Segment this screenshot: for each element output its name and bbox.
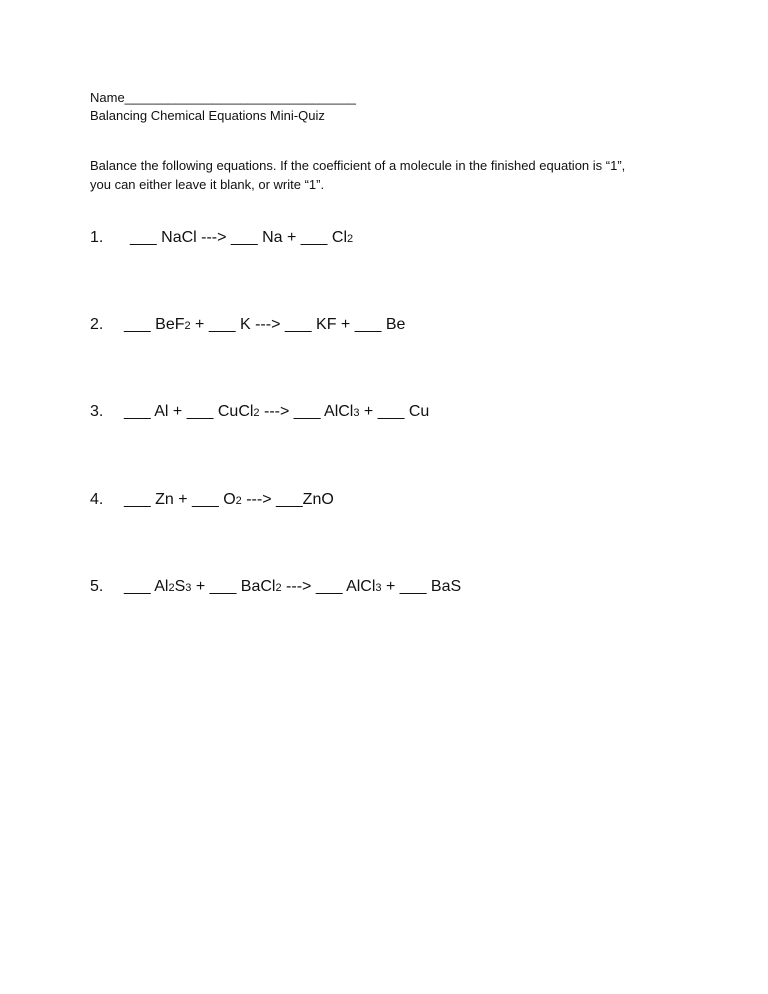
equation-text: ---> ___ AlCl [259,403,354,420]
problem-3 [90,402,429,423]
problem-number: 1. [90,229,104,246]
equation-text: + ___ BaS [381,578,462,595]
problem-4 [90,490,334,511]
problem-equation [124,403,429,420]
equation-text: ___ Al [124,578,169,595]
equation-text: S [174,578,186,595]
subscript: 2 [235,495,242,507]
problem-1 [90,228,353,249]
equation-text: ---> ___ AlCl [281,578,376,595]
problem-number: 4. [90,491,104,508]
problem-equation [124,316,405,333]
subscript: 2 [275,582,282,594]
subscript: 2 [253,407,260,419]
equation-text: ___ Zn + ___ O [124,491,236,508]
subscript: 2 [347,233,354,245]
subscript: 3 [353,407,360,419]
equation-text: ---> ___ZnO [241,491,334,508]
equation-text: ___ BeF [124,316,185,333]
equation-text: + ___ Cu [359,403,430,420]
equation-text: ___ NaCl ---> ___ Na + ___ Cl [130,229,347,246]
problem-5 [90,577,461,598]
subscript: 3 [375,582,382,594]
subscript: 2 [168,582,175,594]
equation-text: + ___ K ---> ___ KF + ___ Be [190,316,406,333]
problem-number: 5. [90,578,104,595]
equation-text: + ___ BaCl [191,578,276,595]
subscript: 3 [185,582,192,594]
problem-equation [130,229,353,246]
problem-equation [124,578,461,595]
problem-equation [124,491,334,508]
instructions-line-2: you can either leave it blank, or write “1”. [90,177,325,192]
problem-number: 2. [90,316,104,333]
subscript: 2 [184,320,191,332]
instructions-line-1: Balance the following equations. If the coefficient of a molecule in the finished equation is “1”, [90,158,626,173]
equation-text: ___ Al + ___ CuCl [124,403,254,420]
problem-2 [90,315,405,336]
problem-number: 3. [90,403,104,420]
quiz-title: Balancing Chemical Equations Mini-Quiz [90,108,325,123]
name-field-line: Name________________________________ [90,90,357,105]
